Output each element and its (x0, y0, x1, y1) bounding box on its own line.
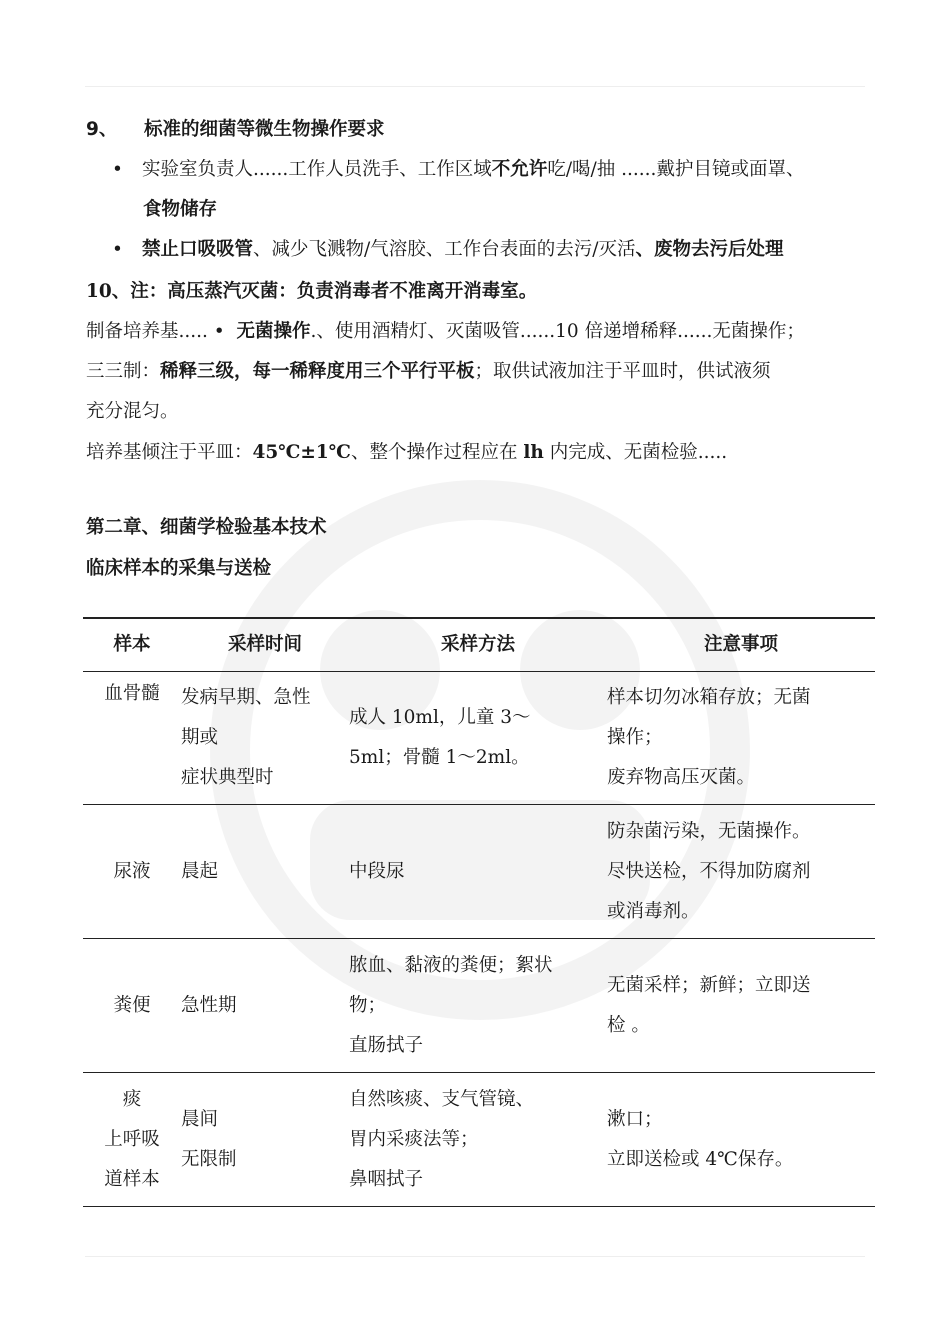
cell-text: 中段尿 (349, 860, 405, 882)
cell-notes (607, 672, 875, 805)
cell-text: 发病早期、急性 (181, 687, 311, 708)
cell-text: 急性期 (181, 994, 237, 1016)
cell-sample (83, 805, 181, 939)
bullet1-line2: 食物储存 (143, 199, 218, 220)
chapter2-subtitle: 临床样本的采集与送检 (86, 558, 272, 579)
cell-text: 立即送检或 4℃保存。 (607, 1148, 794, 1170)
line2-text-b: 无菌操作 (236, 321, 311, 342)
cell-text: 胃内采痰法等； (349, 1128, 479, 1150)
cell-text: 症状典型时 (181, 767, 274, 788)
line3-text-a: 三三制： (86, 361, 161, 382)
section10-line2 (86, 319, 805, 345)
cell-text: 血骨髓 (104, 683, 160, 704)
cell-notes (607, 939, 875, 1073)
cell-notes (607, 805, 875, 939)
section9-title: 标准的细菌等微生物操作要求 (144, 119, 385, 140)
cell-sample (83, 939, 181, 1073)
table-row (83, 939, 875, 1073)
cell-method (349, 672, 607, 805)
line5-text-c: 、整个操作过程应在 (350, 442, 524, 463)
cell-text: 期或 (181, 727, 219, 748)
line3-text-c: ；取供试液加注于平皿时，供试液须 (474, 361, 771, 382)
cell-text: 尽快送检，不得加防腐剂 (607, 860, 811, 882)
cell-text: 废弃物高压灭菌。 (607, 767, 756, 788)
bullet1-text-c: 吃/喝/抽 ......戴护目镜或面罩、 (547, 159, 805, 180)
cell-text: 5ml；骨髓 1～2ml。 (349, 747, 530, 768)
cell-text: 无限制 (181, 1148, 237, 1170)
bullet2-text-c: 、废物去污后处理 (635, 239, 784, 260)
line2-text-a: 制备培养基..... • (86, 321, 225, 342)
cell-text: 尿液 (113, 860, 151, 882)
footer-rule (85, 1256, 865, 1257)
section9-number: 9、 (86, 119, 118, 140)
header-rule (85, 86, 865, 87)
cell-time (181, 672, 349, 805)
cell-text: 样本切勿冰箱存放；无菌 (607, 687, 811, 708)
header-notes: 注意事项 (703, 634, 778, 655)
line5-text-a: 培养基倾注于平皿： (86, 442, 253, 463)
table-row (83, 1073, 875, 1207)
bullet1-text-a: 实验室负责人......工作人员洗手、工作区域 (142, 159, 492, 180)
line5-text-e: 内完成、无菌检验..... (543, 442, 728, 463)
line5-text-d: lh (523, 442, 544, 463)
section9-heading (86, 117, 385, 143)
cell-method (349, 1073, 607, 1207)
section10-heading: 10、注：高压蒸汽灭菌：负责消毒者不准离开消毒室。 (86, 281, 538, 302)
bullet2-text-a: 禁止口吸吸管 (142, 239, 254, 260)
cell-text: 成人 10ml，儿童 3～ (349, 707, 531, 728)
cell-text: 直肠拭子 (349, 1034, 424, 1056)
bullet1-text-b: 不允许 (491, 159, 548, 180)
cell-notes (607, 1073, 875, 1207)
table-row (83, 672, 875, 805)
header-sample: 样本 (113, 634, 151, 655)
bullet-icon: • (112, 159, 123, 180)
cell-sample (83, 672, 181, 805)
cell-text: 漱口； (607, 1108, 663, 1130)
chapter2-title: 第二章、细菌学检验基本技术 (86, 517, 327, 538)
cell-time (181, 939, 349, 1073)
cell-text: 检 。 (607, 1014, 650, 1036)
cell-time (181, 805, 349, 939)
cell-text: 脓血、黏液的粪便；絮状 (349, 954, 553, 976)
section9-bullet2 (112, 237, 784, 263)
cell-text: 自然咳痰、支气管镜、 (349, 1088, 535, 1110)
cell-text: 鼻咽拭子 (349, 1168, 424, 1190)
header-method: 采样方法 (440, 634, 515, 655)
line3-text-b: 稀释三级，每一稀释度用三个平行平板 (160, 361, 475, 382)
cell-text: 无菌采样；新鲜；立即送 (607, 974, 811, 996)
cell-text: 痰 (122, 1088, 142, 1110)
cell-text: 防杂菌污染，无菌操作。 (607, 820, 811, 842)
cell-text: 晨间 (181, 1108, 219, 1130)
cell-text: 晨起 (181, 860, 219, 882)
cell-method (349, 805, 607, 939)
bullet-icon: • (112, 239, 123, 260)
section9-bullet1 (112, 157, 804, 183)
header-time: 采样时间 (227, 634, 302, 655)
section10-line5 (86, 440, 727, 466)
table-header-row (83, 618, 875, 672)
cell-text: 道样本 (104, 1168, 160, 1190)
sample-collection-table (83, 617, 875, 1207)
line2-text-c: .、使用酒精灯、灭菌吸管......10 倍递增稀释......无菌操作； (310, 321, 805, 342)
cell-time (181, 1073, 349, 1207)
table-row (83, 805, 875, 939)
cell-text: 操作； (607, 727, 663, 748)
line5-text-b: 45℃±1℃ (252, 442, 351, 463)
cell-method (349, 939, 607, 1073)
section10-line4: 充分混匀。 (86, 401, 179, 422)
cell-text: 或消毒剂。 (607, 900, 700, 922)
cell-text: 粪便 (113, 994, 151, 1016)
bullet2-text-b: 、减少飞溅物/气溶胶、工作台表面的去污/灭活 (253, 239, 636, 260)
section10-line3 (86, 359, 771, 385)
cell-text: 上呼吸 (104, 1128, 160, 1150)
cell-sample (83, 1073, 181, 1207)
cell-text: 物； (349, 994, 387, 1016)
